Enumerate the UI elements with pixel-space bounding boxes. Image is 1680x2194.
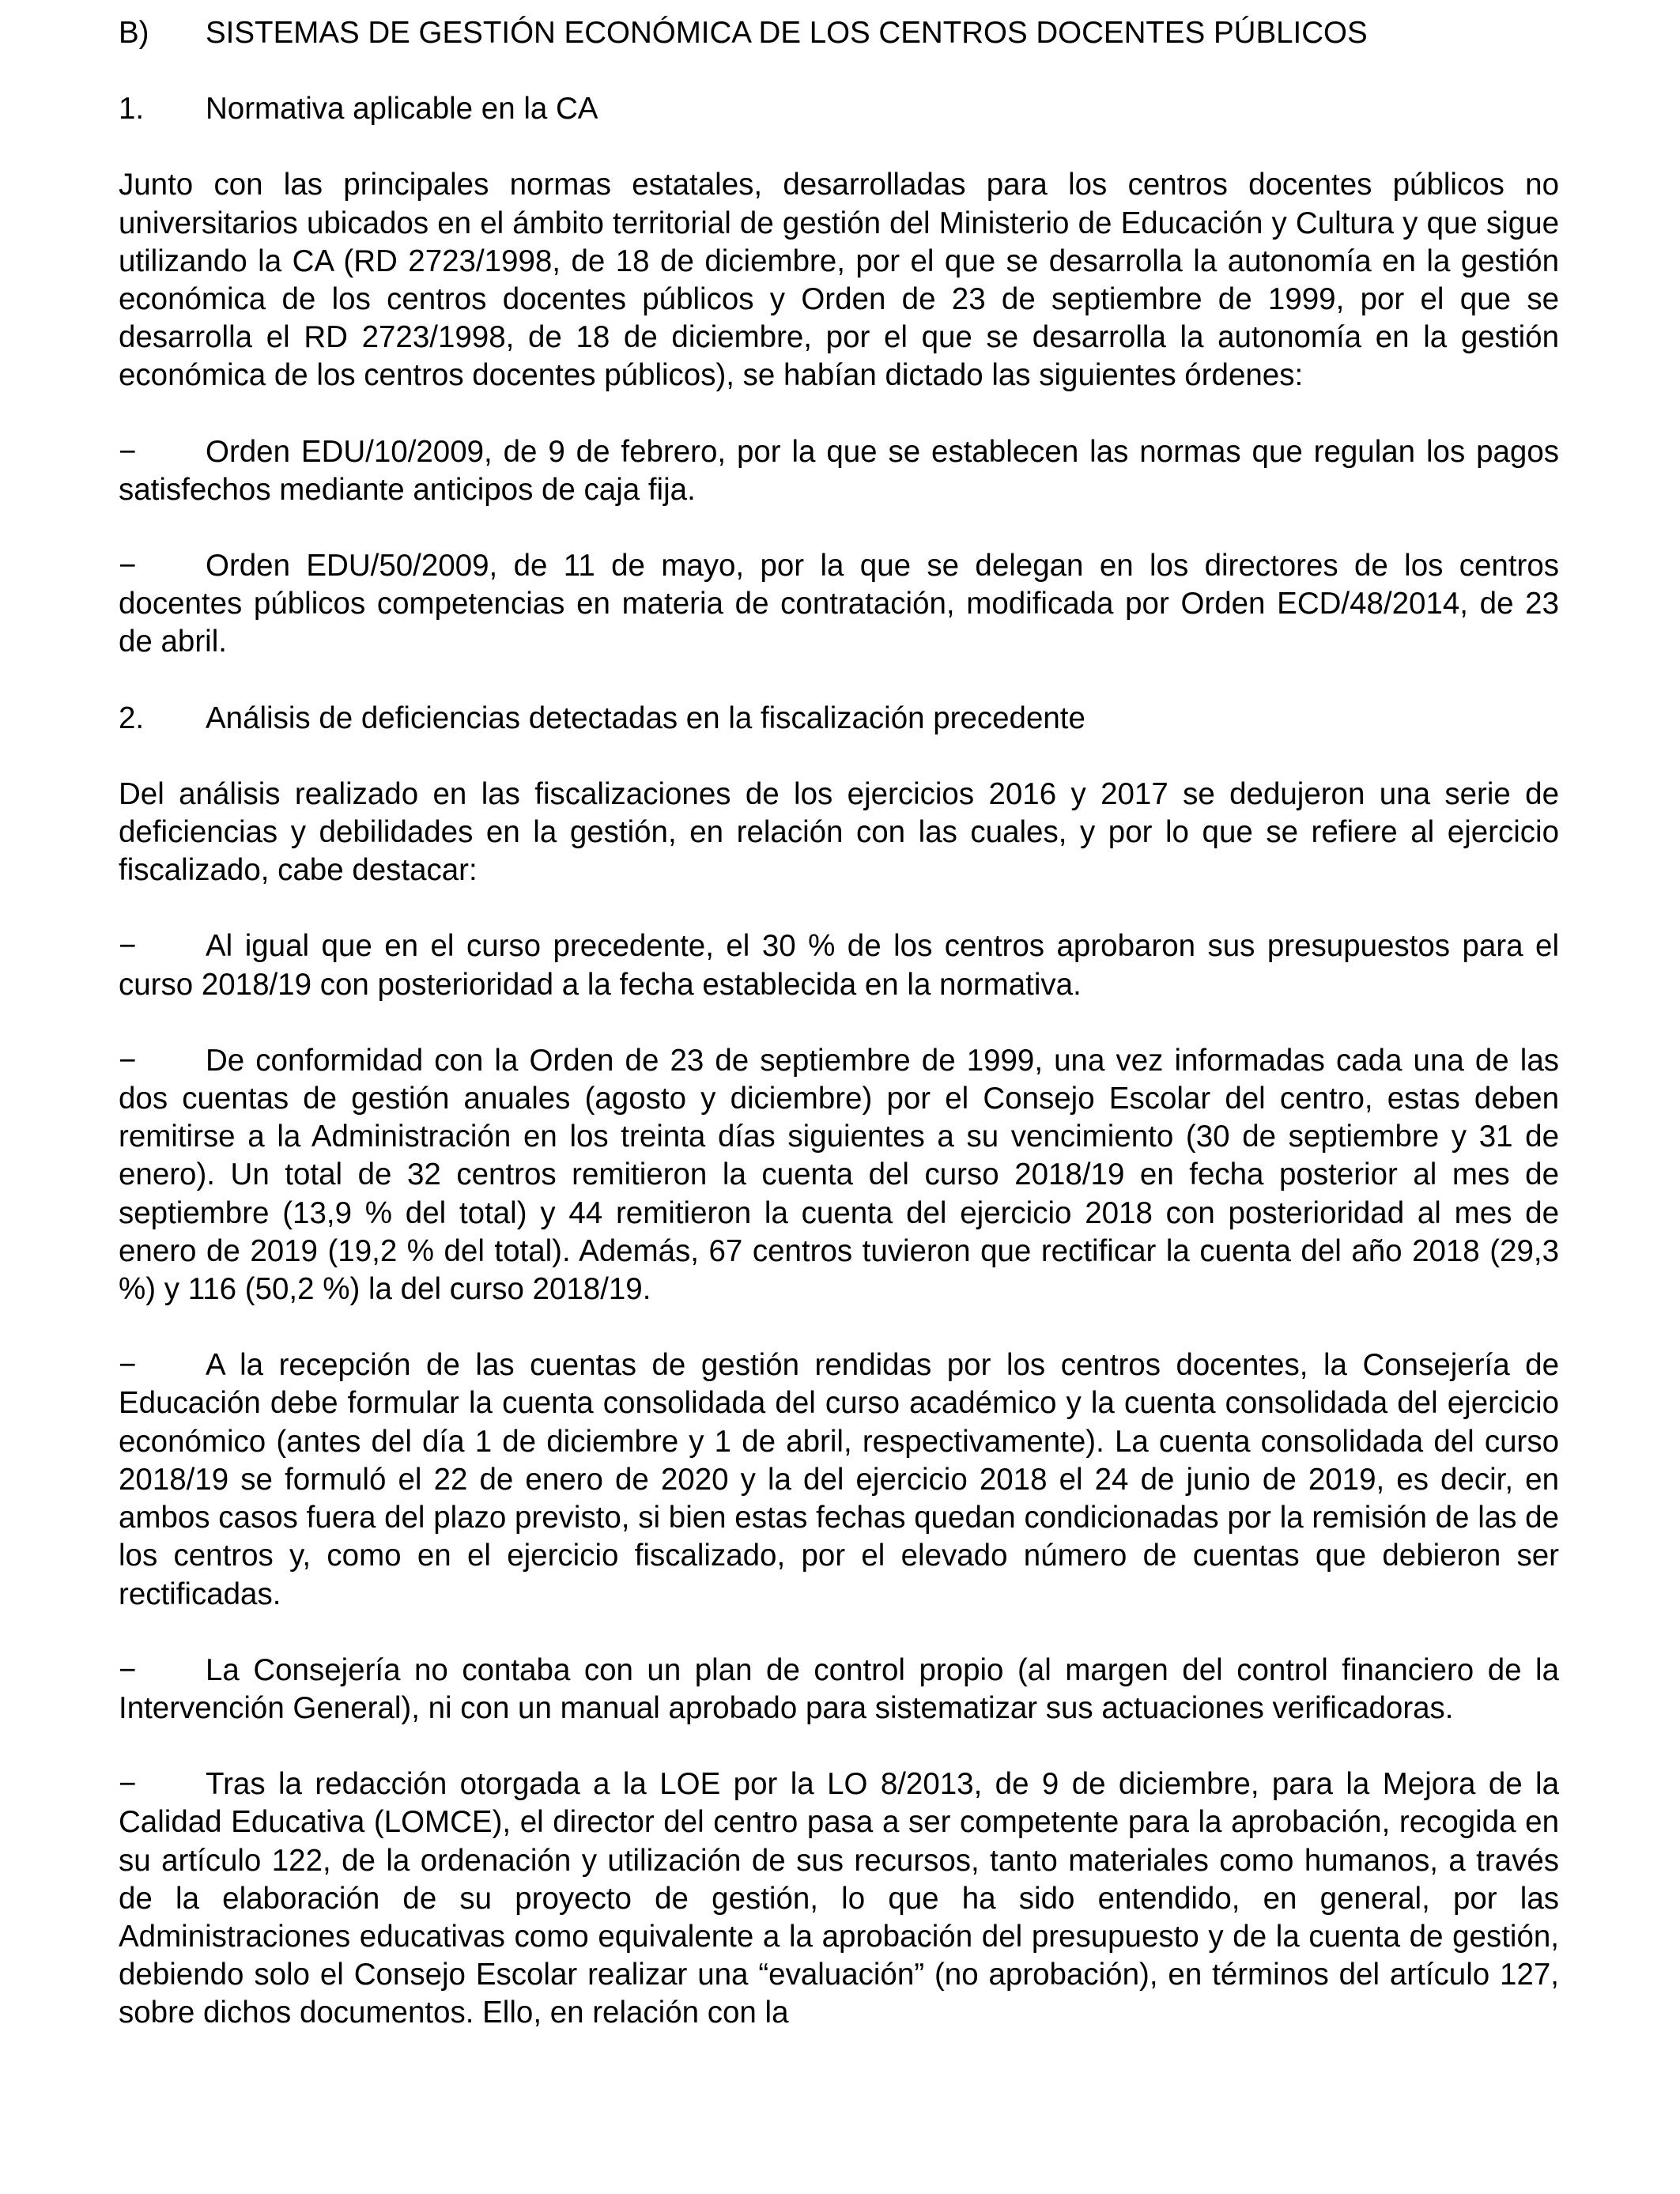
intro-paragraph: Junto con las principales normas estatales, desarrolladas para los centros docentes públicos no universitarios ubicados en el ámbito territorial de gestión del Ministerio de Educación y Cultura y que sigue utilizando la CA (RD 2723/1998, de 18 de diciembre, por el que se desarrolla la autonomía en la gestión económica de los centros docentes públicos y Orden de 23 de septiembre de 1999, por el que se desarrolla el RD 2723/1998, de 18 de diciembre, por el que se desarrolla la autonomía en la gestión económica de los centros docentes públicos), se habían dictado las siguientes órdenes: [119,168,1559,393]
dash-bullet: − [119,1043,137,1078]
order-item-2 [119,547,1559,662]
finding-item-1 [119,927,1559,1003]
subsection-2-title: Análisis de deficiencias detectadas en la fiscalización precedente [206,700,1085,735]
dash-bullet: − [119,1652,137,1687]
dash-bullet: − [119,1767,137,1802]
finding-text-1: Al igual que en el curso precedente, el 30 % de los centros aprobaron sus presupuestos para el curso 2018/19 con posterioridad a la fecha establecida en la normativa. [119,929,1559,1002]
finding-text-2: De conformidad con la Orden de 23 de septiembre de 1999, una vez informadas cada una de las dos cuentas de gestión anuales (agosto y diciembre) por el Consejo Escolar del centro, estas deben remitirse a la Administración en los treinta días siguientes a su vencimiento (30 de septiembre y 31 de enero). Un total de 32 centros remitieron la cuenta del curso 2018/19 en fecha posterior al mes de septiembre (13,9 % del total) y 44 remitieron la cuenta del ejercicio 2018 con posterioridad al mes de enero de 2019 (19,2 % del total). Además, 67 centros tuvieron que rectificar la cuenta del año 2018 (29,3 %) y 116 (50,2 %) la del curso 2018/19. [119,1043,1559,1307]
document-page [119,14,1559,2033]
finding-item-4 [119,1652,1559,1728]
dash-bullet: − [119,929,137,964]
finding-item-5 [119,1765,1559,2032]
subsection-2-heading [119,700,1559,738]
order-text-1: Orden EDU/10/2009, de 9 de febrero, por la que se establecen las normas que regulan los pagos satisfechos mediante anticipos de caja fija. [119,434,1559,507]
subsection-2-number: 2. [119,700,145,735]
analysis-paragraph: Del análisis realizado en las fiscalizaciones de los ejercicios 2016 y 2017 se dedujeron una serie de deficiencias y debilidades en la gestión, en relación con las cuales, y por lo que se refiere al ejercicio fiscalizado, cabe destacar: [119,776,1559,888]
dash-bullet: − [119,549,137,583]
subsection-1-heading [119,90,1559,128]
finding-text-3: A la recepción de las cuentas de gestión rendidas por los centros docentes, la Consejería de Educación debe formular la cuenta consolidada del curso académico y la cuenta consolidada del ejercicio económico (antes del día 1 de diciembre y 1 de abril, respectivamente). La cuenta consolidada del curso 2018/19 se formuló el 22 de enero de 2020 y la del ejercicio 2018 el 24 de junio de 2019, es decir, en ambos casos fuera del plazo previsto, si bien estas fechas quedan condicionadas por la remisión de las de los centros y, como en el ejercicio fiscalizado, por el elevado número de cuentas que debieron ser rectificadas. [119,1348,1559,1611]
finding-item-2 [119,1042,1559,1308]
order-text-2: Orden EDU/50/2009, de 11 de mayo, por la que se delegan en los directores de los centros docentes públicos competencias en materia de contratación, modificada por Orden ECD/48/2014, de 23 de abril. [119,549,1559,659]
finding-text-4: La Consejería no contaba con un plan de control propio (al margen del control financiero de la Intervención General), ni con un manual aprobado para sistematizar sus actuaciones verificadoras. [119,1652,1559,1725]
section-title: SISTEMAS DE GESTIÓN ECONÓMICA DE LOS CENTROS DOCENTES PÚBLICOS [206,16,1368,50]
subsection-1-number: 1. [119,92,145,127]
section-heading [119,14,1559,52]
subsection-1-title: Normativa aplicable en la CA [206,92,598,127]
finding-text-5: Tras la redacción otorgada a la LOE por la LO 8/2013, de 9 de diciembre, para la Mejora de la Calidad Educativa (LOMCE), el director del centro pasa a ser competente para la aprobación, recogida en su artículo 122, de la ordenación y utilización de sus recursos, tanto materiales como humanos, a través de la elaboración de su proyecto de gestión, lo que ha sido entendido, en general, por las Administraciones educativas como equivalente a la aprobación del presupuesto y de la cuenta de gestión, debiendo solo el Consejo Escolar realizar una “evaluación” (no aprobación), en términos del artículo 127, sobre dichos documentos. Ello, en relación con la [119,1767,1559,2030]
dash-bullet: − [119,434,137,469]
dash-bullet: − [119,1348,137,1383]
section-letter: B) [119,16,149,50]
finding-item-3 [119,1346,1559,1613]
order-item-1 [119,433,1559,509]
